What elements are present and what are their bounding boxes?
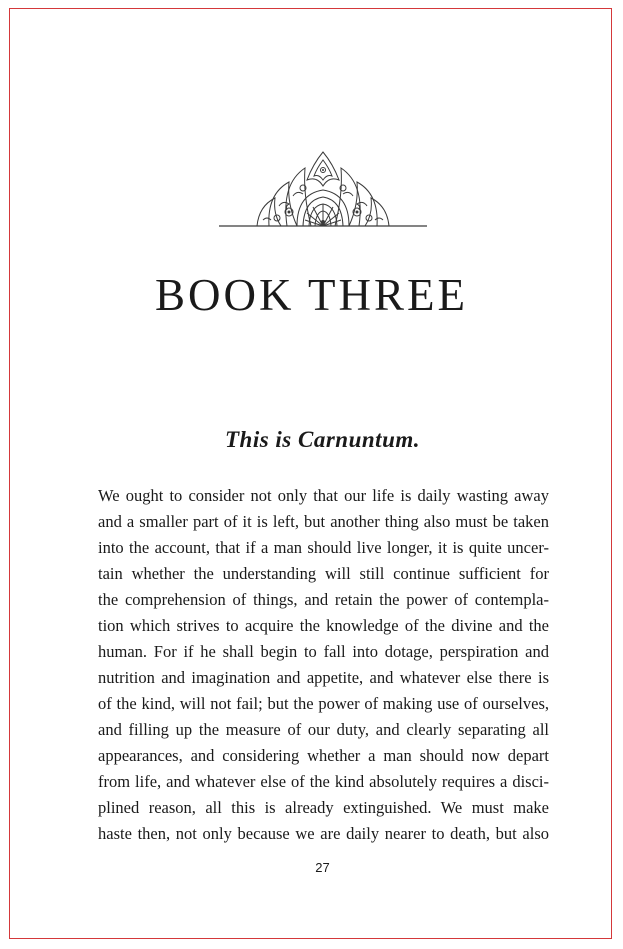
body-line: We ought to consider not only that our life is daily wasting away [98, 486, 549, 505]
body-line: haste then, not only because we are daily nearer to death, but also [98, 824, 549, 843]
body-line: tain whether the understanding will still continue sufficient for [98, 564, 549, 583]
book-title: BOOK THREE [155, 270, 468, 320]
body-line: plined reason, all this is already extinguished. We must make [98, 798, 549, 817]
body-line: of the kind, will not fail; but the power of making use of ourselves, [98, 694, 549, 713]
body-line: from life, and whatever else of the kind absolutely requires a disci- [98, 772, 549, 791]
body-line: and filling up the measure of our duty, and clearly separating all [98, 720, 549, 739]
body-text [98, 483, 549, 847]
body-line: nutrition and imagination and appetite, and whatever else there is [98, 668, 549, 687]
body-line: and a smaller part of it is left, but another thing also must be taken [98, 512, 549, 531]
mandala-ornament-icon [217, 150, 429, 230]
body-line: human. For if he shall begin to fall into dotage, perspiration and [98, 642, 549, 661]
page-number: 27 [315, 860, 330, 875]
body-line: into the account, that if a man should live longer, it is quite uncer- [98, 538, 549, 557]
section-title: This is Carnuntum. [224, 427, 420, 452]
body-line: the comprehension of things, and retain the power of contempla- [98, 590, 549, 609]
body-line: tion which strives to acquire the knowledge of the divine and the [98, 616, 549, 635]
body-line: appearances, and considering whether a man should now depart [98, 746, 549, 765]
